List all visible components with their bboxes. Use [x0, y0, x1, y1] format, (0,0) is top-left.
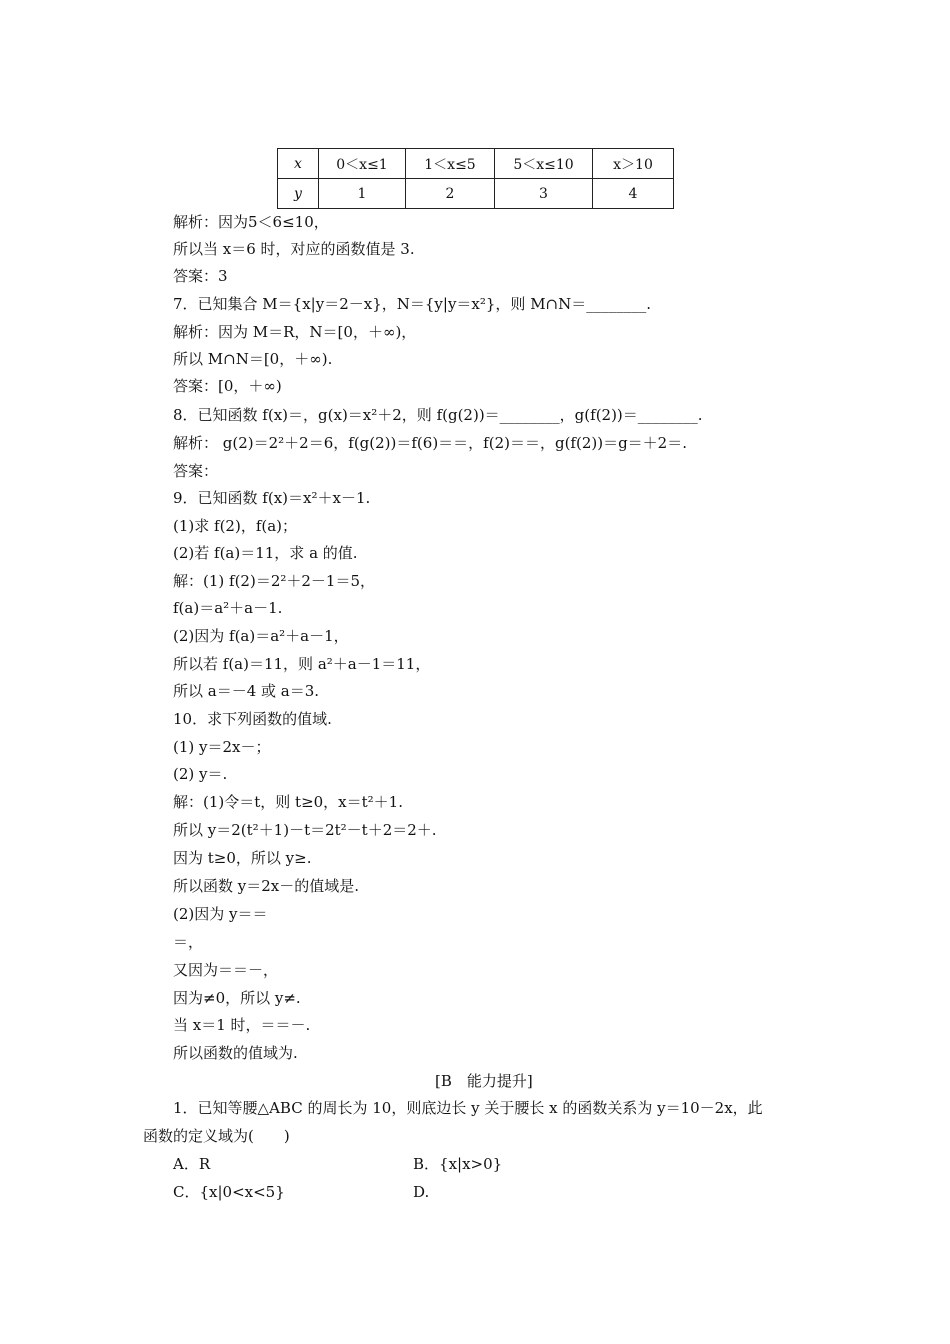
- text-line: (1) y＝2x－；: [173, 738, 271, 756]
- text-line: 答案：[0，＋∞): [173, 377, 282, 395]
- text-line: (2)若 f(a)＝11，求 a 的值.: [173, 544, 358, 562]
- text-line: (1)求 f(2)，f(a)；: [173, 517, 298, 535]
- value-table: [277, 148, 674, 209]
- section-title: [B 能力提升]: [435, 1072, 533, 1090]
- question-line: 函数的定义域为( ): [143, 1127, 290, 1145]
- table-row: [278, 149, 674, 179]
- text-line: (2) y＝.: [173, 765, 228, 783]
- table-cell: 3: [495, 179, 593, 209]
- text-line: ＝，: [173, 933, 204, 951]
- option-b: B．{x|x>0}: [413, 1155, 503, 1173]
- question-line: 8．已知函数 f(x)＝，g(x)＝x²＋2，则 f(g(2))＝________，g(f(2))＝________.: [173, 406, 703, 424]
- text-line: 所以当 x＝6 时，对应的函数值是 3.: [173, 240, 415, 258]
- text-line: 所以若 f(a)＝11，则 a²＋a－1＝11，: [173, 655, 431, 673]
- text-line: 又因为＝＝－，: [173, 961, 279, 979]
- text-line: 所以 M∩N＝[0，＋∞).: [173, 350, 333, 368]
- text-line: 所以 a＝－4 或 a＝3.: [173, 682, 320, 700]
- text-line: f(a)＝a²＋a－1.: [173, 599, 283, 617]
- table-cell: 1＜x≤5: [406, 149, 495, 179]
- table-cell: x＞10: [593, 149, 674, 179]
- text-line: 答案：3: [173, 267, 228, 285]
- text-line: 所以函数的值域为.: [173, 1044, 298, 1062]
- table-cell: y: [278, 179, 319, 209]
- question-line: 9．已知函数 f(x)＝x²＋x－1.: [173, 489, 371, 507]
- table-cell: 2: [406, 179, 495, 209]
- text-line: 解析：因为 M＝R，N＝[0，＋∞)，: [173, 323, 417, 341]
- question-line: 10．求下列函数的值域.: [173, 710, 332, 728]
- table-cell: 5＜x≤10: [495, 149, 593, 179]
- text-line: 因为 t≥0，所以 y≥.: [173, 849, 312, 867]
- text-line: 解析： g(2)＝2²＋2＝6，f(g(2))＝f(6)＝＝，f(2)＝＝，g(f(2))＝g＝＋2＝.: [173, 434, 687, 452]
- table-cell: x: [278, 149, 319, 179]
- question-line: 1．已知等腰△ABC 的周长为 10，则底边长 y 关于腰长 x 的函数关系为 y＝10－2x，此: [173, 1099, 763, 1117]
- text-line: (2)因为 f(a)＝a²＋a－1，: [173, 627, 349, 645]
- text-line: 解：(1) f(2)＝2²＋2－1＝5，: [173, 572, 376, 590]
- text-line: (2)因为 y＝＝: [173, 905, 268, 923]
- text-line: 解析：因为5＜6≤10，: [173, 213, 329, 231]
- table-cell: 0＜x≤1: [319, 149, 406, 179]
- table-cell: 4: [593, 179, 674, 209]
- option-c: C．{x|0<x<5}: [173, 1183, 285, 1201]
- table-row: [278, 179, 674, 209]
- text-line: 所以函数 y＝2x－的值域是.: [173, 877, 360, 895]
- text-line: 解：(1)令＝t，则 t≥0，x＝t²＋1.: [173, 793, 403, 811]
- text-line: 所以 y＝2(t²＋1)－t＝2t²－t＋2＝2＋.: [173, 821, 437, 839]
- question-line: 7．已知集合 M＝{x|y＝2－x}，N＝{y|y＝x²}，则 M∩N＝________.: [173, 295, 652, 313]
- text-line: 答案：: [173, 462, 219, 480]
- text-line: 因为≠0，所以 y≠.: [173, 989, 301, 1007]
- text-line: 当 x＝1 时，＝＝－.: [173, 1016, 311, 1034]
- option-a: A．R: [173, 1155, 211, 1173]
- table-cell: 1: [319, 179, 406, 209]
- option-d: D.: [413, 1183, 430, 1201]
